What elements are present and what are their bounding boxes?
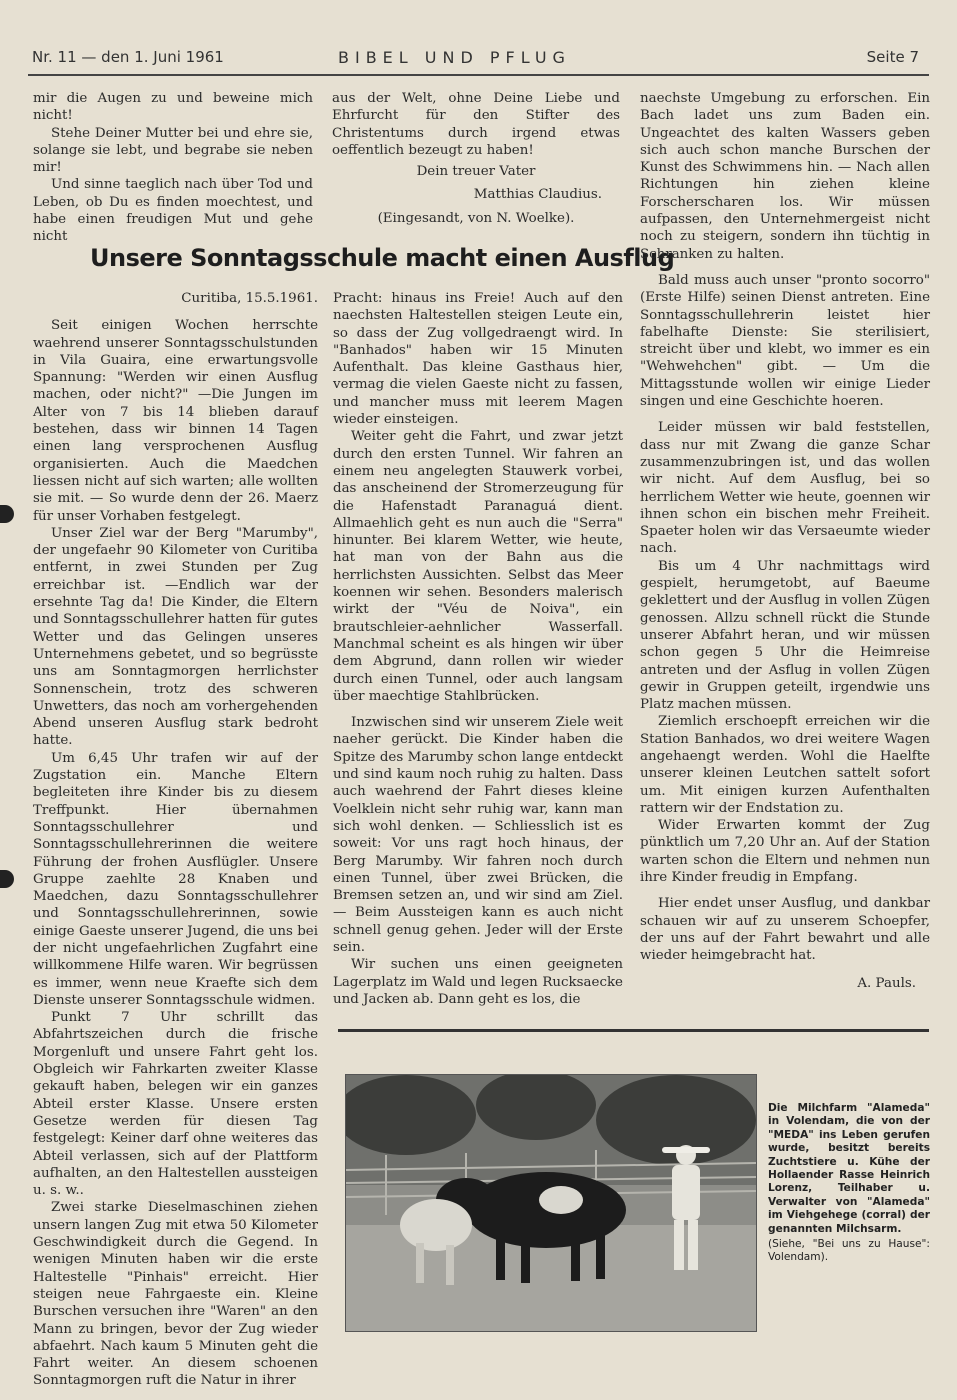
photo-rule xyxy=(338,1029,929,1032)
issue-info: Nr. 11 — den 1. Juni 1961 xyxy=(32,48,224,66)
article-paragraph: Zwei starke Dieselmaschinen ziehen unsern langen Zug mit etwa 50 Kilometer Geschwindigkeit durch die Gegend. In wenigen Minuten haben wir die erste Haltestelle "Pinhais" erreicht. Hier steigen neue Fahrgaeste ein. Kleine Burschen versuchen ihre "Waren" an den Mann zu bringen, bevor der Zug wieder abfaehrt. Nach kaum 5 Minuten geht die Fahrt weiter. An diesem schoenen Sonntagmorgen ruft die Natur in ihrer xyxy=(33,1200,318,1389)
poem-paragraph: mir die Augen zu und beweine mich nicht! xyxy=(33,91,313,124)
article-signature: A. Pauls. xyxy=(857,975,916,991)
article-paragraph: Bis um 4 Uhr nachmittags wird gespielt, herumgetobt, auf Baeume geklettert und der Ausflug in vollen Zügen genossen. Allzu schnell rückt die Stunde unserer Abfahrt heran, und wir müssen schon gegen 5 Uhr die Heimreise antreten und der Asflug in vollen Zügen gewir in Gruppen geteilt, irgendwie uns Platz machen müssen. xyxy=(640,558,930,713)
article-paragraph: Hier endet unser Ausflug, und dankbar schauen wir auf zu unserem Schoepfer, der uns auf der Fahrt bewahrt und alle wieder heimgebracht hat. xyxy=(640,896,930,964)
poem-paragraph: Und sinne taeglich nach über Tod und Leben, ob Du es finden moechtest, und habe einen freudigen Mut und gehe nicht xyxy=(33,177,313,245)
poem-column-1 xyxy=(33,90,313,246)
article-column-1 xyxy=(33,290,318,1390)
article-paragraph: Wir suchen uns einen geeigneten Lagerplatz im Wald und legen Rucksaecke und Jacken ab. Dann geht es los, die xyxy=(333,957,623,1007)
article-paragraph: Punkt 7 Uhr schrillt das Abfahrtszeichen durch die frische Morgenluft und unsere Fahrt geht los. Obgleich wir Fahrkarten zweiter Klasse gekauft haben, belegen wir ein ganzes Abteil erster Klasse. Unsere ersten Gesetze werden für diesen Tag festgelegt: Keiner darf ohne weiteres das Abteil verlassen, sich auf der Plattform aufhalten, an den Haltestellen aussteigen u. s. w.. xyxy=(33,1010,318,1199)
caption-reference: (Siehe, "Bei uns zu Hause": Volendam). xyxy=(768,1238,930,1264)
photo-caption xyxy=(768,1102,930,1265)
article-column-3 xyxy=(640,90,930,992)
binding-hole xyxy=(0,505,14,523)
header-rule xyxy=(28,74,929,76)
cattle-photo xyxy=(345,1074,757,1332)
article-paragraph: Ziemlich erschoepft erreichen wir die Station Banhados, wo drei weitere Wagen angehaengt werden. Wohl die Haelfte unserer kleinen Leutchen sattelt sofort um. Mit einigen kurzen Aufenthalten rattern wir der Endstation zu. xyxy=(640,714,930,816)
article-column-2 xyxy=(333,290,623,1008)
article-headline: Unsere Sonntagsschule macht einen Ausflug xyxy=(90,244,675,272)
poem-paragraph: aus der Welt, ohne Deine Liebe und Ehrfurcht für den Stifter des Christentums durch irgend etwas oeffentlich bezeugt zu haben! xyxy=(332,91,620,158)
article-paragraph: Wider Erwarten kommt der Zug pünktlich um 7,20 Uhr an. Auf der Station warten schon die Eltern und nehmen nun ihre Kinder freudig in Empfang. xyxy=(640,818,930,886)
poem-closing: Dein treuer Vater xyxy=(416,164,536,180)
article-paragraph: Leider müssen wir bald feststellen, dass nur mit Zwang die ganze Schar zusammenzubringen ist, und das wollen wir nicht. Auf dem Ausflug, bei so herrlichem Wetter wie heute, goennen wir ihnen schon ein bischen mehr Freiheit. Spaeter holen wir das Versaeumte wieder nach. xyxy=(640,420,930,557)
poem-author: Matthias Claudius. xyxy=(473,187,602,203)
poem-column-2 xyxy=(332,90,620,227)
poem-paragraph: Stehe Deiner Mutter bei und ehre sie, solange sie lebt, und begrabe sie neben mir! xyxy=(33,125,313,176)
caption-text: Die Milchfarm "Alameda" in Volendam, die von der "MEDA" ins Leben gerufen wurde, besitzt bereits Zuchtstiere u. Kühe der Hollaender Rasse Heinrich Lorenz, Teilhaber u. Verwalter von "Alameda" im Viehgehege (corral) der genannten Milchsarm. xyxy=(768,1102,930,1235)
article-paragraph: Seit einigen Wochen herrschte waehrend unserer Sonntagsschulstunden in Vila Guaira, eine erwartungsvolle Spannung: "Werden wir einen Ausflug machen, oder nicht?" —Die Jungen im Alter von 7 bis 14 blieben darauf bestehen, dass wir binnen 14 Tagen einen lang versprochenen Ausflug organisierten. Auch die Maedchen liessen nicht auf sich warten; alle wollten sie mit. — So wurde denn der 26. Maerz für unser Vorhaben festgelegt. xyxy=(33,318,318,524)
article-paragraph: Weiter geht die Fahrt, und zwar jetzt durch den ersten Tunnel. Wir fahren an einem neu angelegten Stauwerk vorbei, das anscheinend der Stromerzeugung für die Hafenstadt Paranaguá dient. Allmaehlich geht es nun auch die "Serra" hinunter. Bei klarem Wetter, wie heute, hat man von der Bahn aus die herrlichsten Aussichten. Selbst das Meer koennen wir sehen. Besonders malerisch wirkt der "Véu de Noiva", ein brautschleier-aehnlicher Wasserfall. Manchmal scheint es als hingen wir über dem Abgrund, dann rollen wir wieder durch einen Tunnel, oder auch langsam über maechtige Stahlbrücken. xyxy=(333,429,623,704)
article-paragraph: Pracht: hinaus ins Freie! Auch auf den naechsten Haltestellen steigen Leute ein, so dass der Zug vollgedraengt wird. In "Banhados" haben wir 15 Minuten Aufenthalt. Das kleine Gasthaus hier, vermag die vielen Gaeste nicht zu fassen, und mancher muss mit leerem Magen wieder einsteigen. xyxy=(333,291,623,428)
article-paragraph: Inzwischen sind wir unserem Ziele weit naeher gerückt. Die Kinder haben die Spitze des Marumby schon lange entdeckt und sind kaum noch ruhig zu halten. Dass auch waehrend der Fahrt dieses kleine Voelklein nicht sehr ruhig war, kann man sich wohl denken. — Schliesslich ist es soweit: Vor uns ragt hoch hinaus, der Berg Marumby. Wir fahren noch durch einen Tunnel, über zwei Brücken, die Bremsen setzen an, und wir sind am Ziel. — Beim Aussteigen kann es auch nicht schnell genug gehen. Jeder will der Erste sein. xyxy=(333,715,623,955)
binding-hole xyxy=(0,870,14,888)
masthead: BIBEL UND PFLUG xyxy=(338,48,571,67)
page-number: Seite 7 xyxy=(866,48,919,66)
article-paragraph: Unser Ziel war der Berg "Marumby", der ungefaehr 90 Kilometer von Curitiba entfernt, in zwei Stunden per Zug erreichbar ist. —Endlich war der ersehnte Tag da! Die Kinder, die Eltern und Sonntagsschullehrer hatten für gutes Wetter und das Gelingen unseres Unternehmens gebetet, und so begrüsste uns am Sonntagmorgen herrlichster Sonnenschein, trotz des schweren Unwetters, das noch am vorhergehenden Abend unseren Ausflug stark bedroht hatte. xyxy=(33,525,318,749)
cattle-photo-image xyxy=(346,1075,756,1331)
article-paragraph: Bald muss auch unser "pronto socorro" (Erste Hilfe) seinen Dienst antreten. Eine Sonntagsschullehrerin leistet hier fabelhafte Dienste: Sie sterilisiert, streicht über und klebt, wo immer es ein "Wehwehchen" gibt. — Um die Mittagsstunde wollen wir einige Lieder singen und eine Geschichte hoeren. xyxy=(640,272,930,410)
submitted-note: (Eingesandt, von N. Woelke). xyxy=(377,210,575,226)
article-paragraph: naechste Umgebung zu erforschen. Ein Bach ladet uns zum Baden ein. Ungeachtet des kalten Wassers geben sich auch schon manche Burschen der Kunst des Schwimmens hin. — Nach allen Richtungen hin ziehen kleine Forscherscharen los. Wir müssen aufpassen, den Unternehmergeist nicht noch zu steigern, sondern ihn tüchtig in Schranken zu halten. xyxy=(640,91,930,262)
article-dateline: Curitiba, 15.5.1961. xyxy=(181,291,318,306)
article-paragraph: Um 6,45 Uhr trafen wir auf der Zugstation ein. Manche Eltern begleiteten ihre Kinder bis zu diesem Treffpunkt. Hier übernahmen Sonntagsschullehrer und Sonntagsschullehrerinnen die weitere Führung der frohen Ausflügler. Unsere Gruppe zaehlte 28 Knaben und Maedchen, dazu Sonntagsschullehrer und Sonntagsschullehrerinnen, sowie einige Gaeste unserer Jugend, die uns bei der nicht ungefaehrlichen Zugfahrt eine willkommene Hilfe waren. Wir begrüssen es immer, wenn neue Kraefte sich dem Dienste unserer Sonntagsschule widmen. xyxy=(33,750,318,1008)
